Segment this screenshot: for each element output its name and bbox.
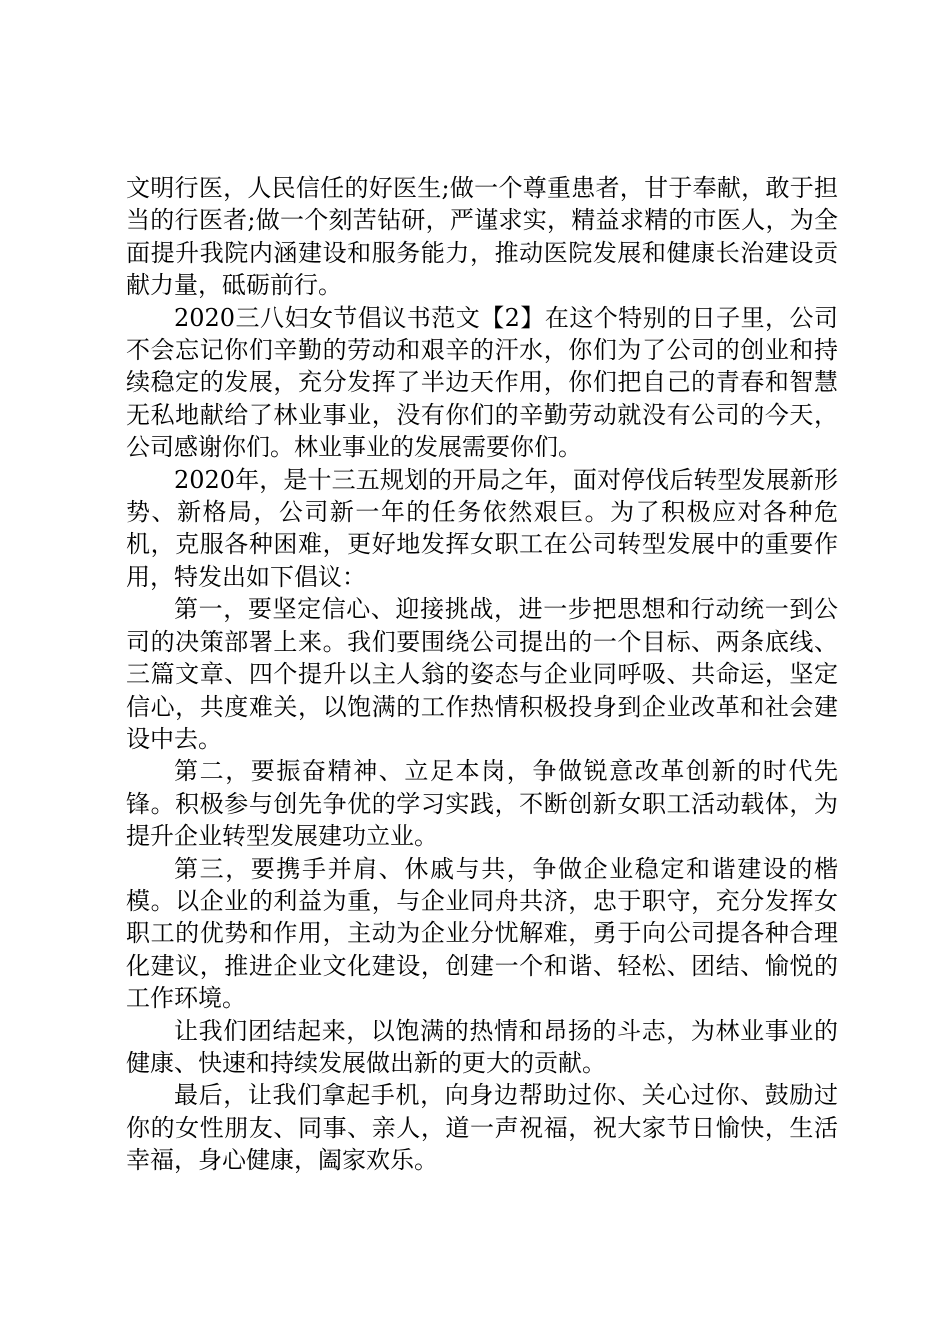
paragraph-3: 2020年，是十三五规划的开局之年，面对停伐后转型发展新形势、新格局，公司新一年的任务依然艰巨。为了积极应对各种危机，克服各种困难，更好地发挥女职工在公司转型发展中的重要作用，特发出如下倡议： — [126, 465, 838, 591]
paragraph-5: 第二，要振奋精神、立足本岗，争做锐意改革创新的时代先锋。积极参与创先争优的学习实践，不断创新女职工活动载体，为提升企业转型发展建功立业。 — [126, 757, 838, 851]
paragraph-2: 2020三八妇女节倡议书范文【2】在这个特别的日子里，公司不会忘记你们辛勤的劳动和艰辛的汗水，你们为了公司的创业和持续稳定的发展，充分发挥了半边天作用，你们把自己的青春和智慧无私地献给了林业事业，没有你们的辛勤劳动就没有公司的今天，公司感谢你们。林业事业的发展需要你们。 — [126, 303, 838, 462]
paragraph-6: 第三，要携手并肩、休戚与共，争做企业稳定和谐建设的楷模。以企业的利益为重，与企业同舟共济，忠于职守，充分发挥女职工的优势和作用，主动为企业分忧解难，勇于向公司提各种合理化建议，推进企业文化建设，创建一个和谐、轻松、团结、愉悦的工作环境。 — [126, 854, 838, 1013]
paragraph-8: 最后，让我们拿起手机，向身边帮助过你、关心过你、鼓励过你的女性朋友、同事、亲人，道一声祝福，祝大家节日愉快，生活幸福，身心健康，阖家欢乐。 — [126, 1081, 838, 1175]
paragraph-7: 让我们团结起来，以饱满的热情和昂扬的斗志，为林业事业的健康、快速和持续发展做出新的更大的贡献。 — [126, 1016, 838, 1077]
paragraph-4: 第一，要坚定信心、迎接挑战，进一步把思想和行动统一到公司的决策部署上来。我们要围绕公司提出的一个目标、两条底线、三篇文章、四个提升以主人翁的姿态与企业同呼吸、共命运，坚定信心，共度难关，以饱满的工作热情积极投身到企业改革和社会建设中去。 — [126, 595, 838, 753]
document-body — [126, 172, 838, 1177]
paragraph-1: 文明行医，人民信任的好医生;做一个尊重患者，甘于奉献，敢于担当的行医者;做一个刻苦钻研，严谨求实，精益求精的市医人，为全面提升我院内涵建设和服务能力，推动医院发展和健康长治建设贡献力量，砥砺前行。 — [126, 174, 838, 300]
